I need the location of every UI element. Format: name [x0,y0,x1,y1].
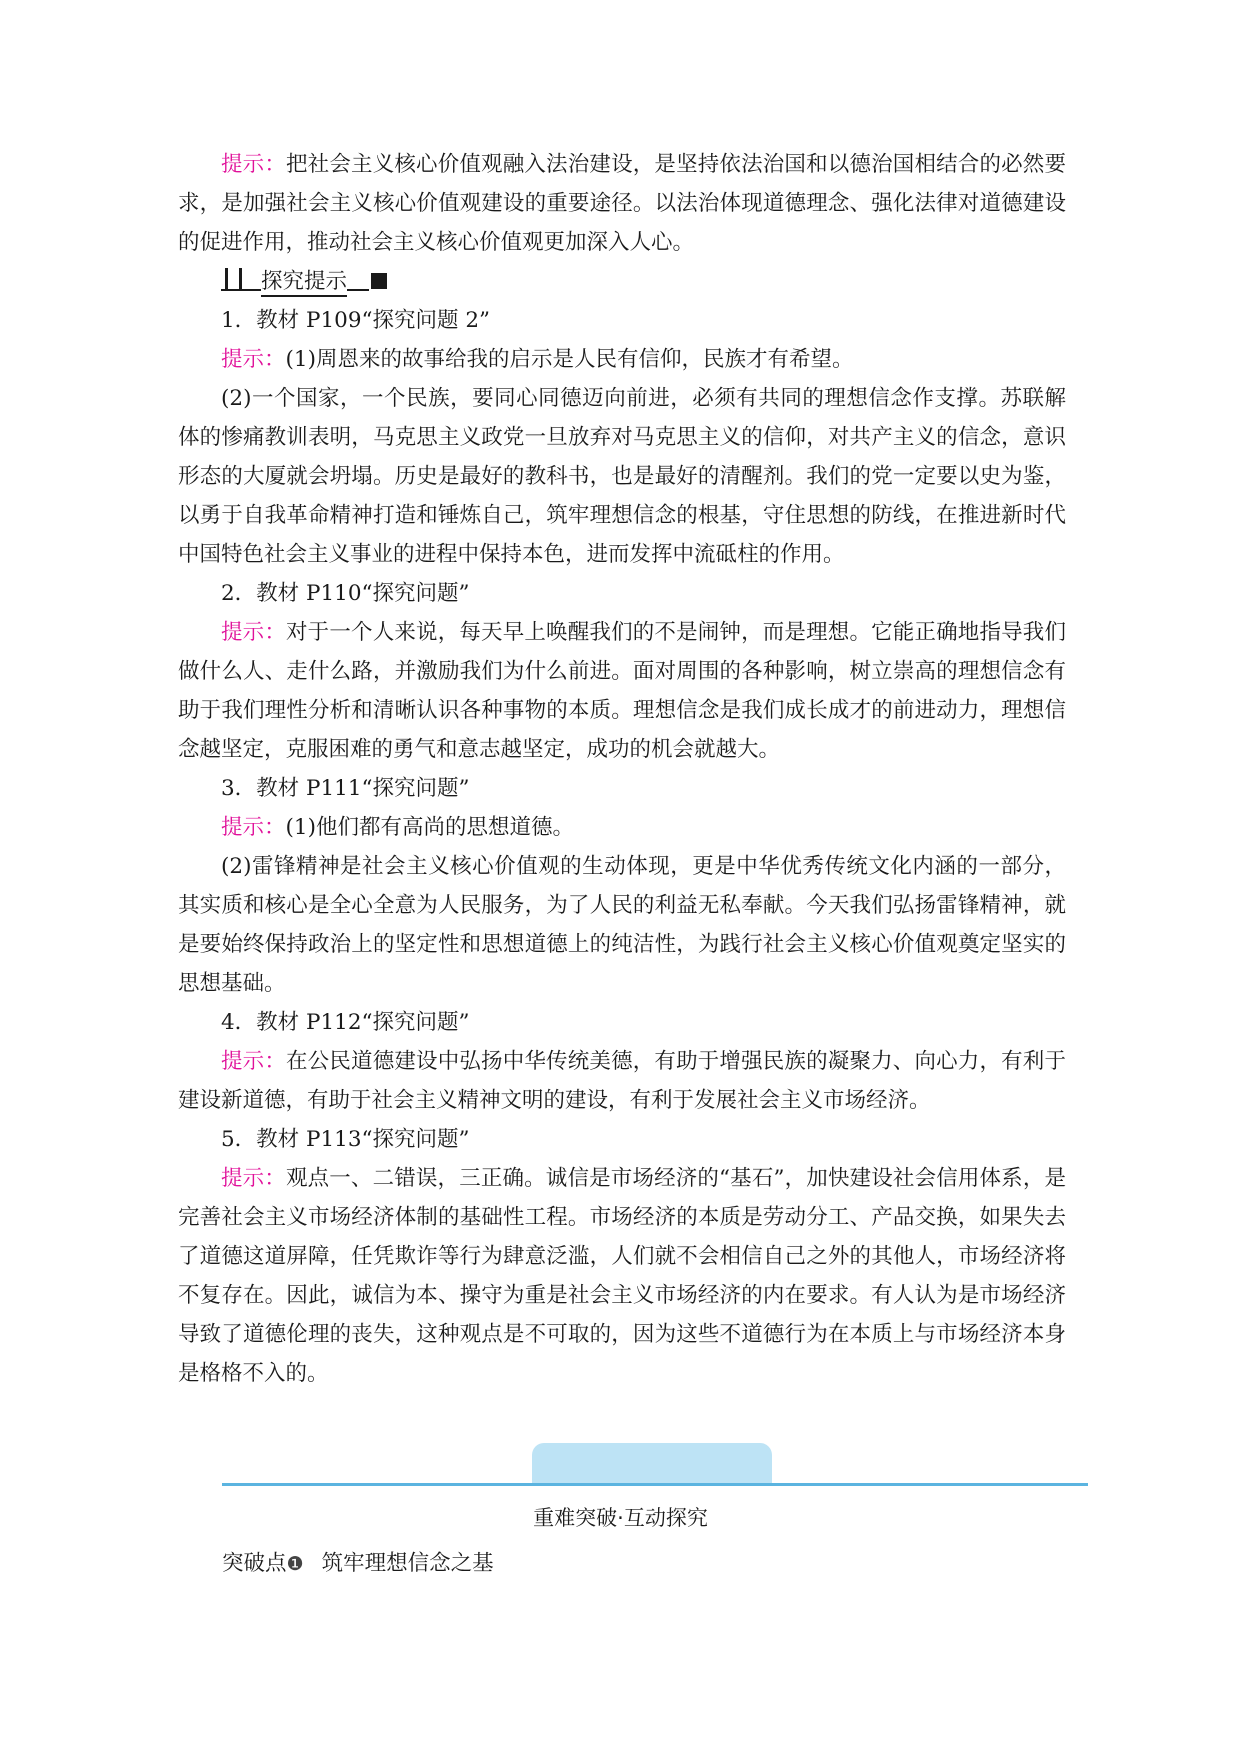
document-body [178,145,1066,1393]
breakthrough-number: ❶ [286,1553,304,1575]
hint-text: 把社会主义核心价值观融入法治建设，是坚持依法治国和以德治国相结合的必然要求，是加强社会主义核心价值观建设的重要途径。以法治体现道德理念、强化法律对道德建设的促进作用，推动社会主义核心价值观更加深入人心。 [178,152,1066,255]
section-banner [222,1443,1088,1489]
hint-label: 提示： [221,1166,286,1191]
hint-text: 观点一、二错误，三正确。诚信是市场经济的“基石”，加快建设社会信用体系，是完善社会主义市场经济体制的基础性工程。市场经济的本质是劳动分工、产品交换，如果失去了道德这道屏障，任凭欺诈等行为肆意泛滥，人们就不会相信自己之外的其他人，市场经济将不复存在。因此，诚信为本、操守为重是社会主义市场经济的内在要求。有人认为是市场经济导致了道德伦理的丧失，这种观点是不可取的，因为这些不道德行为在本质上与市场经济本身是格格不入的。 [178,1166,1066,1386]
item-title: 3．教材 P111“探究问题” [221,776,470,801]
heading-bars-icon [221,267,261,291]
explore-heading-label: 探究提示 [261,269,347,297]
item-hint-paragraph [178,808,1066,847]
square-icon [371,273,387,289]
item-hint-paragraph [178,1042,1066,1120]
banner-tab [532,1443,772,1483]
hint-label: 提示： [221,347,286,372]
banner-rule [222,1483,1088,1486]
hint-label: 提示： [221,152,287,177]
breakthrough-label: 突破点 [222,1551,287,1576]
hint-label: 提示： [221,620,287,645]
hint-text: (1)周恩来的故事给我的启示是人民有信仰，民族才有希望。 [285,347,854,372]
item-hint-paragraph [178,1159,1066,1393]
item-title: 2．教材 P110“探究问题” [221,581,470,606]
item-hint-paragraph [178,340,1066,379]
item-extra-paragraph: (2)一个国家，一个民族，要同心同德迈向前进，必须有共同的理想信念作支撑。苏联解体的惨痛教训表明，马克思主义政党一旦放弃对马克思主义的信仰，对共产主义的信念，意识形态的大厦就会坍塌。历史是最好的教科书，也是最好的清醒剂。我们的党一定要以史为鉴，以勇于自我革命精神打造和锤炼自己，筑牢理想信念的根基，守住思想的防线，在推进新时代中国特色社会主义事业的进程中保持本色，进而发挥中流砥柱的作用。 [178,386,1066,567]
breakthrough-heading [222,1548,494,1580]
hint-text: 对于一个人来说，每天早上唤醒我们的不是闹钟，而是理想。它能正确地指导我们做什么人、走什么路，并激励我们为什么前进。面对周围的各种影响，树立崇高的理想信念有助于我们理性分析和清晰认识各种事物的本质。理想信念是我们成长成才的前进动力，理想信念越坚定，克服困难的勇气和意志越坚定，成功的机会就越大。 [178,620,1066,762]
item-hint-paragraph [178,613,1066,769]
heading-underline [347,269,369,291]
explore-heading [178,262,1066,301]
breakthrough-title: 筑牢理想信念之基 [321,1551,494,1576]
intro-hint-paragraph [178,145,1066,262]
section-title: 重难突破·互动探究 [533,1506,708,1530]
item-title: 5．教材 P113“探究问题” [221,1127,470,1152]
hint-label: 提示： [221,1049,287,1074]
item-extra-paragraph: (2)雷锋精神是社会主义核心价值观的生动体现，更是中华优秀传统文化内涵的一部分，其实质和核心是全心全意为人民服务，为了人民的利益无私奉献。今天我们弘扬雷锋精神，就是要始终保持政治上的坚定性和思想道德上的纯洁性，为践行社会主义核心价值观奠定坚实的思想基础。 [178,854,1066,996]
item-title: 4．教材 P112“探究问题” [221,1010,470,1035]
hint-label: 提示： [221,815,286,840]
hint-text: 在公民道德建设中弘扬中华传统美德，有助于增强民族的凝聚力、向心力，有利于建设新道德，有助于社会主义精神文明的建设，有利于发展社会主义市场经济。 [178,1049,1066,1113]
hint-text: (1)他们都有高尚的思想道德。 [285,815,574,840]
item-title: 1．教材 P109“探究问题 2” [221,308,491,333]
